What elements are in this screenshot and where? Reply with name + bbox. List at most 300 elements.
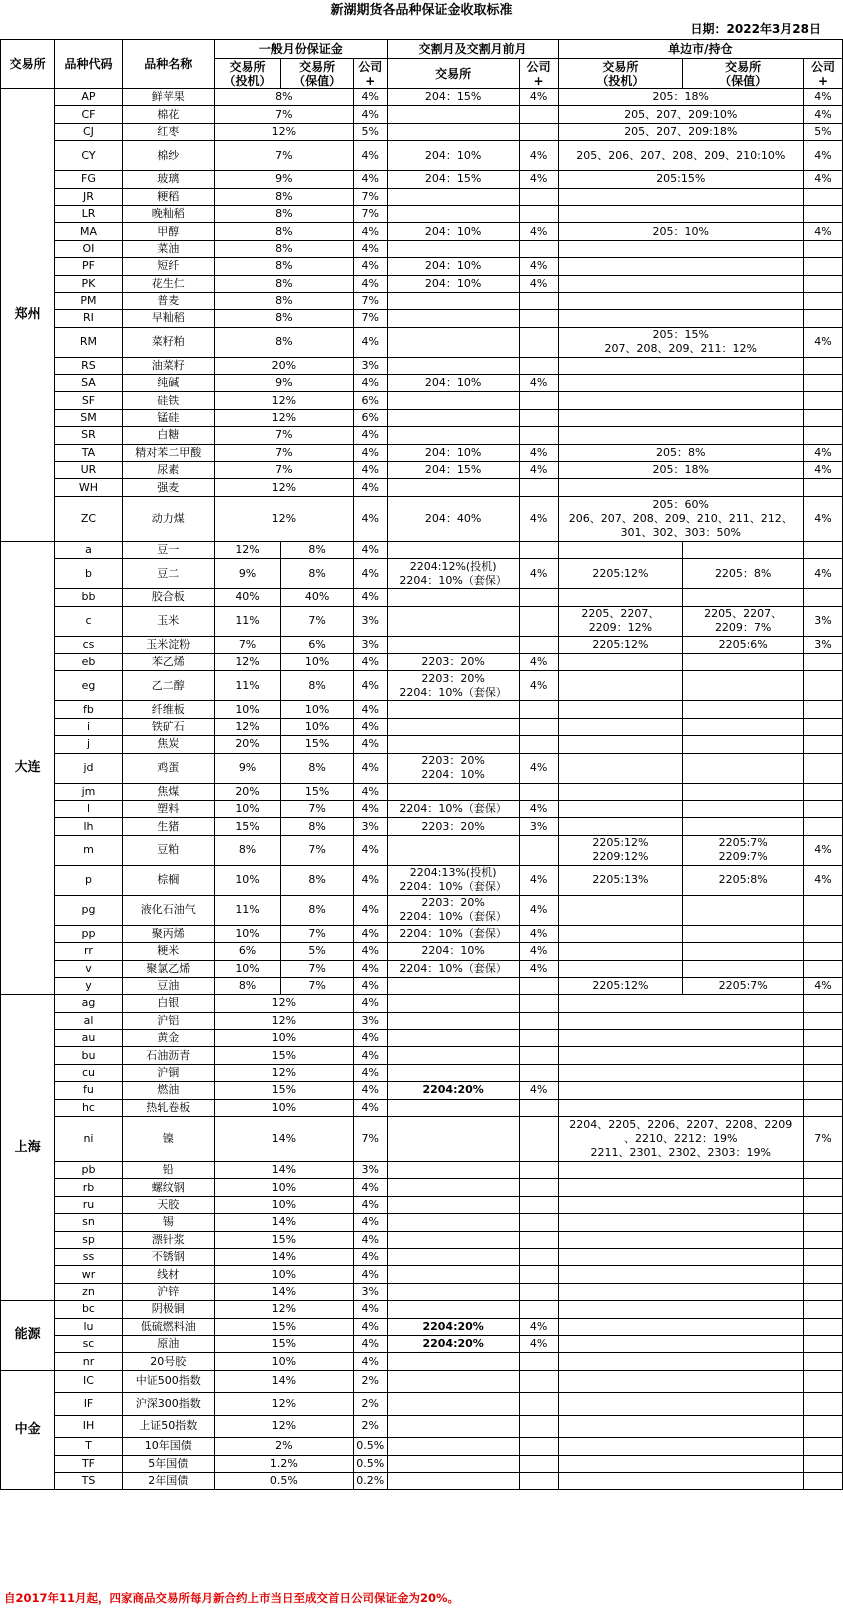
- unilateral-margin-hedge: [683, 783, 804, 800]
- header-row-1: [1, 40, 843, 59]
- product-name: 鲜苹果: [122, 89, 214, 106]
- delivery-company-plus: [519, 835, 558, 865]
- unilateral-margin-hedge: [683, 818, 804, 835]
- unilateral-margin-speculation: [558, 895, 683, 925]
- table-row: [1, 409, 843, 426]
- unilateral-margin-speculation: [558, 589, 683, 606]
- unilateral-margin-hedge: 2205:8%: [683, 865, 804, 895]
- general-company-plus: 7%: [353, 188, 387, 205]
- general-margin: 10%: [214, 1099, 353, 1116]
- unilateral-company-plus: 3%: [804, 636, 843, 653]
- delivery-company-plus: [519, 1099, 558, 1116]
- product-name: 10年国债: [122, 1438, 214, 1455]
- general-margin-hedge: 7%: [281, 925, 354, 942]
- table-row: [1, 1455, 843, 1472]
- unilateral-company-plus: 4%: [804, 141, 843, 171]
- unilateral-margin: [558, 1472, 804, 1489]
- product-name: 棉纱: [122, 141, 214, 171]
- delivery-margin: [387, 1214, 519, 1231]
- delivery-margin: 2204：10%（套保）: [387, 925, 519, 942]
- product-name: 白糖: [122, 427, 214, 444]
- header-unilateral-company-plus: 公司 +: [804, 59, 843, 89]
- delivery-margin: [387, 736, 519, 753]
- unilateral-company-plus: [804, 240, 843, 257]
- general-margin: 9%: [214, 375, 353, 392]
- delivery-company-plus: [519, 357, 558, 374]
- product-code: ag: [55, 995, 123, 1012]
- unilateral-company-plus: [804, 895, 843, 925]
- general-margin-speculation: 12%: [214, 653, 280, 670]
- product-code: TF: [55, 1455, 123, 1472]
- general-company-plus: 4%: [353, 783, 387, 800]
- product-name: 焦煤: [122, 783, 214, 800]
- unilateral-margin-hedge: [683, 943, 804, 960]
- product-name: 沪铝: [122, 1012, 214, 1029]
- unilateral-margin-speculation: [558, 943, 683, 960]
- unilateral-margin: [558, 1415, 804, 1438]
- product-code: ni: [55, 1117, 123, 1162]
- product-code: hc: [55, 1099, 123, 1116]
- general-margin: 15%: [214, 1335, 353, 1352]
- product-name: 聚丙烯: [122, 925, 214, 942]
- unilateral-company-plus: [804, 427, 843, 444]
- product-code: a: [55, 541, 123, 558]
- product-name: 早籼稻: [122, 310, 214, 327]
- header-delivery-exchange: 交易所: [387, 59, 519, 89]
- delivery-margin: 2203：20% 2204：10%（套保）: [387, 671, 519, 701]
- unilateral-margin-speculation: [558, 671, 683, 701]
- general-margin-hedge: 8%: [281, 541, 354, 558]
- table-row: [1, 701, 843, 718]
- unilateral-company-plus: 4%: [804, 835, 843, 865]
- product-code: eg: [55, 671, 123, 701]
- general-company-plus: 4%: [353, 1231, 387, 1248]
- product-name: 乙二醇: [122, 671, 214, 701]
- table-row: [1, 753, 843, 783]
- product-name: 5年国债: [122, 1455, 214, 1472]
- delivery-margin: 2204：10%: [387, 943, 519, 960]
- table-row: [1, 925, 843, 942]
- table-row: [1, 1283, 843, 1300]
- product-name: 胶合板: [122, 589, 214, 606]
- table-row: [1, 258, 843, 275]
- general-company-plus: 4%: [353, 444, 387, 461]
- general-margin-hedge: 10%: [281, 701, 354, 718]
- general-margin-speculation: 12%: [214, 718, 280, 735]
- delivery-margin: [387, 1179, 519, 1196]
- general-margin: 7%: [214, 106, 353, 123]
- table-row: [1, 718, 843, 735]
- general-company-plus: 6%: [353, 409, 387, 426]
- unilateral-margin-hedge: [683, 653, 804, 670]
- general-company-plus: 5%: [353, 123, 387, 140]
- unilateral-margin-hedge: [683, 895, 804, 925]
- unilateral-margin: 205、206、207、208、209、210:10%: [558, 141, 804, 171]
- unilateral-company-plus: [804, 392, 843, 409]
- product-name: 燃油: [122, 1082, 214, 1099]
- general-margin-speculation: 9%: [214, 559, 280, 589]
- delivery-company-plus: 4%: [519, 171, 558, 188]
- product-code: cu: [55, 1064, 123, 1081]
- table-row: [1, 1335, 843, 1352]
- product-code: IC: [55, 1370, 123, 1393]
- unilateral-company-plus: [804, 375, 843, 392]
- header-delivery-month: 交割月及交割月前月: [387, 40, 558, 59]
- general-margin: 12%: [214, 123, 353, 140]
- general-company-plus: 4%: [353, 1082, 387, 1099]
- product-name: 菜籽粕: [122, 327, 214, 357]
- unilateral-margin: [558, 1301, 804, 1318]
- delivery-company-plus: [519, 1064, 558, 1081]
- unilateral-company-plus: 4%: [804, 327, 843, 357]
- unilateral-margin: [558, 310, 804, 327]
- general-company-plus: 0.2%: [353, 1472, 387, 1489]
- product-name: 豆一: [122, 541, 214, 558]
- unilateral-company-plus: [804, 1266, 843, 1283]
- delivery-company-plus: [519, 977, 558, 994]
- unilateral-company-plus: [804, 1012, 843, 1029]
- general-company-plus: 4%: [353, 865, 387, 895]
- delivery-margin: 2204：10%（套保）: [387, 960, 519, 977]
- general-company-plus: 4%: [353, 1179, 387, 1196]
- general-margin-hedge: 7%: [281, 835, 354, 865]
- general-company-plus: 4%: [353, 1301, 387, 1318]
- product-code: rb: [55, 1179, 123, 1196]
- product-code: b: [55, 559, 123, 589]
- delivery-company-plus: [519, 1438, 558, 1455]
- delivery-company-plus: 4%: [519, 258, 558, 275]
- unilateral-company-plus: [804, 1283, 843, 1300]
- product-code: v: [55, 960, 123, 977]
- table-row: [1, 427, 843, 444]
- general-company-plus: 4%: [353, 943, 387, 960]
- delivery-margin: [387, 783, 519, 800]
- header-general-company-plus: 公司 +: [353, 59, 387, 89]
- table-row: [1, 589, 843, 606]
- table-row: [1, 375, 843, 392]
- exchange-cell: 上海: [1, 995, 55, 1301]
- table-row: [1, 1082, 843, 1099]
- unilateral-company-plus: [804, 541, 843, 558]
- delivery-company-plus: 3%: [519, 818, 558, 835]
- unilateral-company-plus: [804, 1318, 843, 1335]
- table-row: [1, 310, 843, 327]
- table-row: [1, 1214, 843, 1231]
- delivery-margin: 204：15%: [387, 89, 519, 106]
- general-margin: 8%: [214, 205, 353, 222]
- product-name: 铅: [122, 1162, 214, 1179]
- general-margin-hedge: 6%: [281, 636, 354, 653]
- unilateral-margin: [558, 1455, 804, 1472]
- table-row: [1, 106, 843, 123]
- exchange-cell: 郑州: [1, 89, 55, 542]
- product-name: 塑料: [122, 800, 214, 817]
- product-name: 豆二: [122, 559, 214, 589]
- table-row: [1, 89, 843, 106]
- unilateral-margin-hedge: [683, 671, 804, 701]
- delivery-company-plus: [519, 736, 558, 753]
- general-margin-speculation: 12%: [214, 541, 280, 558]
- general-margin: 8%: [214, 240, 353, 257]
- general-margin: 15%: [214, 1318, 353, 1335]
- delivery-margin: [387, 1047, 519, 1064]
- delivery-company-plus: [519, 392, 558, 409]
- unilateral-company-plus: 4%: [804, 559, 843, 589]
- delivery-margin: [387, 636, 519, 653]
- general-margin: 10%: [214, 1353, 353, 1370]
- unilateral-company-plus: 4%: [804, 106, 843, 123]
- unilateral-margin: [558, 995, 804, 1012]
- general-company-plus: 7%: [353, 310, 387, 327]
- general-margin-hedge: 8%: [281, 818, 354, 835]
- delivery-company-plus: [519, 1353, 558, 1370]
- product-name: 20号胶: [122, 1353, 214, 1370]
- unilateral-company-plus: [804, 701, 843, 718]
- general-company-plus: 4%: [353, 171, 387, 188]
- product-name: 豆油: [122, 977, 214, 994]
- general-margin: 14%: [214, 1214, 353, 1231]
- general-margin: 7%: [214, 141, 353, 171]
- general-company-plus: 4%: [353, 327, 387, 357]
- delivery-margin: [387, 977, 519, 994]
- exchange-cell: 能源: [1, 1301, 55, 1371]
- general-margin: 12%: [214, 409, 353, 426]
- table-row: [1, 559, 843, 589]
- delivery-company-plus: [519, 205, 558, 222]
- delivery-company-plus: [519, 292, 558, 309]
- delivery-company-plus: [519, 1047, 558, 1064]
- unilateral-company-plus: 4%: [804, 977, 843, 994]
- delivery-company-plus: [519, 1415, 558, 1438]
- delivery-company-plus: 4%: [519, 671, 558, 701]
- delivery-company-plus: [519, 1231, 558, 1248]
- product-name: 热轧卷板: [122, 1099, 214, 1116]
- product-name: 阴极铜: [122, 1301, 214, 1318]
- general-margin-hedge: 7%: [281, 606, 354, 636]
- general-margin-speculation: 10%: [214, 865, 280, 895]
- product-name: 铁矿石: [122, 718, 214, 735]
- table-row: [1, 496, 843, 541]
- unilateral-company-plus: [804, 1214, 843, 1231]
- product-name: 线材: [122, 1266, 214, 1283]
- general-company-plus: 4%: [353, 1099, 387, 1116]
- product-name: 棉花: [122, 106, 214, 123]
- product-name: 粳稻: [122, 188, 214, 205]
- general-margin: 12%: [214, 1012, 353, 1029]
- general-margin: 8%: [214, 310, 353, 327]
- product-name: 生猪: [122, 818, 214, 835]
- unilateral-company-plus: [804, 943, 843, 960]
- product-code: bu: [55, 1047, 123, 1064]
- general-margin: 8%: [214, 223, 353, 240]
- product-code: p: [55, 865, 123, 895]
- delivery-company-plus: 4%: [519, 960, 558, 977]
- table-row: [1, 1370, 843, 1393]
- product-name: 天胶: [122, 1196, 214, 1213]
- product-code: AP: [55, 89, 123, 106]
- general-margin-hedge: 7%: [281, 960, 354, 977]
- product-code: eb: [55, 653, 123, 670]
- unilateral-margin: 205：60% 206、207、208、209、210、211、212、 301、302、303：50%: [558, 496, 804, 541]
- general-margin-speculation: 8%: [214, 977, 280, 994]
- general-company-plus: 4%: [353, 1248, 387, 1265]
- unilateral-margin-hedge: [683, 753, 804, 783]
- general-margin: 14%: [214, 1248, 353, 1265]
- unilateral-margin-speculation: 2205:12%: [558, 636, 683, 653]
- product-name: 纯碱: [122, 375, 214, 392]
- delivery-margin: [387, 392, 519, 409]
- delivery-margin: 204：10%: [387, 275, 519, 292]
- unilateral-margin: [558, 1353, 804, 1370]
- delivery-company-plus: [519, 636, 558, 653]
- delivery-margin: [387, 995, 519, 1012]
- general-margin-hedge: 7%: [281, 977, 354, 994]
- product-code: lh: [55, 818, 123, 835]
- unilateral-margin-speculation: [558, 960, 683, 977]
- general-company-plus: 6%: [353, 392, 387, 409]
- delivery-margin: [387, 606, 519, 636]
- general-margin: 10%: [214, 1196, 353, 1213]
- unilateral-margin: [558, 1318, 804, 1335]
- unilateral-company-plus: [804, 1099, 843, 1116]
- delivery-company-plus: [519, 1179, 558, 1196]
- unilateral-company-plus: [804, 1415, 843, 1438]
- product-code: cs: [55, 636, 123, 653]
- unilateral-margin: [558, 1231, 804, 1248]
- delivery-company-plus: [519, 995, 558, 1012]
- product-name: 玻璃: [122, 171, 214, 188]
- unilateral-margin: 2204、2205、2206、2207、2208、2209 、2210、2212：19% 2211、2301、2302、2303：19%: [558, 1117, 804, 1162]
- unilateral-margin: [558, 1082, 804, 1099]
- delivery-margin: 204：10%: [387, 444, 519, 461]
- unilateral-company-plus: [804, 1370, 843, 1393]
- product-code: IF: [55, 1393, 123, 1416]
- unilateral-margin: 205：8%: [558, 444, 804, 461]
- table-row: [1, 1231, 843, 1248]
- product-code: sc: [55, 1335, 123, 1352]
- table-row: [1, 1266, 843, 1283]
- product-code: pg: [55, 895, 123, 925]
- general-company-plus: 7%: [353, 1117, 387, 1162]
- general-company-plus: 4%: [353, 275, 387, 292]
- general-company-plus: 4%: [353, 1318, 387, 1335]
- table-row: [1, 895, 843, 925]
- general-company-plus: 4%: [353, 1030, 387, 1047]
- delivery-margin: [387, 188, 519, 205]
- unilateral-margin: [558, 1283, 804, 1300]
- table-row: [1, 1179, 843, 1196]
- delivery-margin: 2203：20%: [387, 818, 519, 835]
- product-name: 粳米: [122, 943, 214, 960]
- general-company-plus: 4%: [353, 800, 387, 817]
- product-code: RS: [55, 357, 123, 374]
- unilateral-company-plus: [804, 800, 843, 817]
- general-margin-speculation: 11%: [214, 671, 280, 701]
- delivery-company-plus: [519, 1266, 558, 1283]
- unilateral-margin: [558, 205, 804, 222]
- unilateral-margin: [558, 357, 804, 374]
- general-margin-hedge: 8%: [281, 671, 354, 701]
- product-code: IH: [55, 1415, 123, 1438]
- delivery-company-plus: 4%: [519, 753, 558, 783]
- general-company-plus: 4%: [353, 977, 387, 994]
- general-company-plus: 4%: [353, 1196, 387, 1213]
- delivery-company-plus: [519, 123, 558, 140]
- unilateral-margin: [558, 1266, 804, 1283]
- product-code: wr: [55, 1266, 123, 1283]
- delivery-margin: 2204:20%: [387, 1082, 519, 1099]
- general-company-plus: 4%: [353, 1214, 387, 1231]
- delivery-company-plus: [519, 1012, 558, 1029]
- unilateral-company-plus: [804, 1335, 843, 1352]
- product-code: al: [55, 1012, 123, 1029]
- unilateral-margin-hedge: 2205：8%: [683, 559, 804, 589]
- unilateral-company-plus: [804, 1455, 843, 1472]
- general-margin: 8%: [214, 327, 353, 357]
- unilateral-company-plus: [804, 1231, 843, 1248]
- general-company-plus: 4%: [353, 671, 387, 701]
- delivery-company-plus: [519, 1248, 558, 1265]
- delivery-margin: 2203：20%: [387, 653, 519, 670]
- general-margin: 12%: [214, 1393, 353, 1416]
- table-row: [1, 1047, 843, 1064]
- table-row: [1, 444, 843, 461]
- unilateral-company-plus: [804, 589, 843, 606]
- product-name: 纤维板: [122, 701, 214, 718]
- unilateral-margin: 205：15% 207、208、209、211：12%: [558, 327, 804, 357]
- delivery-company-plus: 4%: [519, 559, 558, 589]
- general-company-plus: 4%: [353, 718, 387, 735]
- delivery-margin: [387, 1266, 519, 1283]
- product-name: 焦炭: [122, 736, 214, 753]
- product-name: 2年国债: [122, 1472, 214, 1489]
- product-name: 动力煤: [122, 496, 214, 541]
- general-margin: 14%: [214, 1283, 353, 1300]
- general-margin: 10%: [214, 1179, 353, 1196]
- general-company-plus: 4%: [353, 589, 387, 606]
- unilateral-company-plus: [804, 1248, 843, 1265]
- delivery-company-plus: [519, 718, 558, 735]
- product-code: UR: [55, 462, 123, 479]
- general-company-plus: 4%: [353, 736, 387, 753]
- table-row: [1, 800, 843, 817]
- general-company-plus: 3%: [353, 636, 387, 653]
- general-company-plus: 2%: [353, 1393, 387, 1416]
- unilateral-company-plus: [804, 1047, 843, 1064]
- general-margin: 8%: [214, 258, 353, 275]
- unilateral-margin: [558, 1012, 804, 1029]
- delivery-margin: [387, 1455, 519, 1472]
- product-code: nr: [55, 1353, 123, 1370]
- header-general-speculation: 交易所 （投机）: [214, 59, 280, 89]
- delivery-margin: 2204:20%: [387, 1318, 519, 1335]
- product-code: j: [55, 736, 123, 753]
- general-company-plus: 4%: [353, 223, 387, 240]
- product-code: sn: [55, 1214, 123, 1231]
- exchange-cell: 大连: [1, 541, 55, 994]
- general-company-plus: 4%: [353, 106, 387, 123]
- general-company-plus: 3%: [353, 818, 387, 835]
- unilateral-company-plus: 4%: [804, 223, 843, 240]
- product-name: 锡: [122, 1214, 214, 1231]
- product-code: pp: [55, 925, 123, 942]
- product-name: 液化石油气: [122, 895, 214, 925]
- general-company-plus: 4%: [353, 960, 387, 977]
- table-row: [1, 818, 843, 835]
- delivery-margin: [387, 1370, 519, 1393]
- unilateral-company-plus: [804, 653, 843, 670]
- general-company-plus: 4%: [353, 701, 387, 718]
